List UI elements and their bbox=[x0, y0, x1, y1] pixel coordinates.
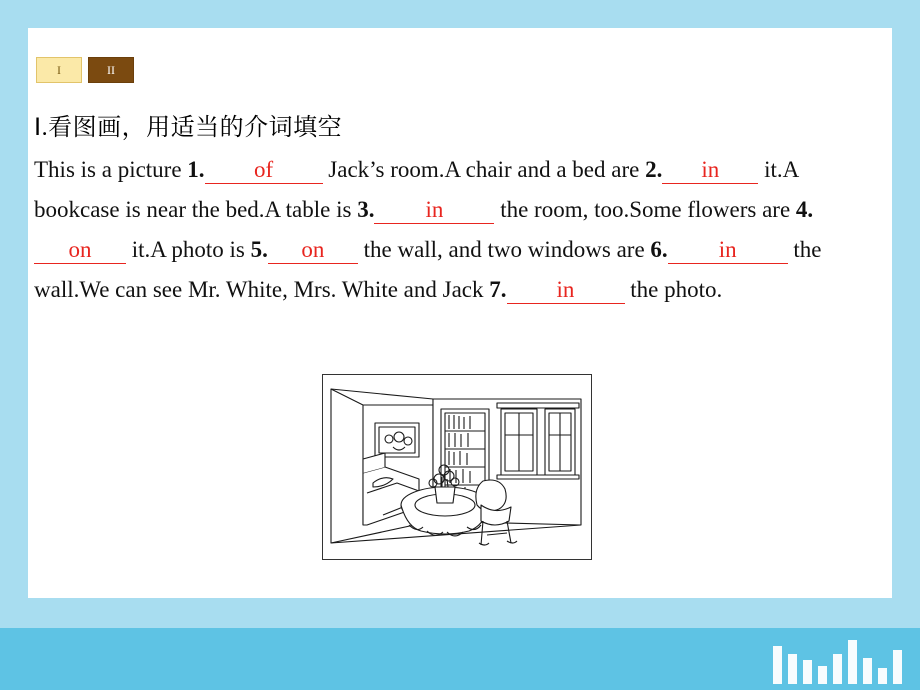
text-segment-3: it.A bookcase is near the bed.A table is bbox=[34, 157, 798, 222]
answer-blank-3[interactable]: in bbox=[374, 197, 494, 224]
text-segment-6: the wall, and two windows are bbox=[357, 237, 651, 262]
text-segment-8: the photo. bbox=[624, 277, 723, 302]
footer-bar bbox=[773, 646, 782, 684]
answer-blank-6[interactable]: in bbox=[668, 237, 788, 264]
answer-blank-2[interactable]: in bbox=[662, 157, 758, 184]
room-illustration-svg bbox=[323, 375, 591, 559]
tab-part-1[interactable] bbox=[36, 57, 82, 83]
item-number-4: 4. bbox=[795, 197, 814, 222]
footer-bar bbox=[878, 668, 887, 684]
exercise-paragraph bbox=[34, 150, 844, 310]
tab-part-2[interactable] bbox=[88, 57, 134, 83]
answer-blank-7[interactable]: in bbox=[507, 277, 625, 304]
item-number-5: 5. bbox=[250, 237, 268, 262]
item-number-6: 6. bbox=[650, 237, 668, 262]
answer-blank-4[interactable]: on bbox=[34, 237, 126, 264]
footer-bar bbox=[893, 650, 902, 684]
answer-blank-5[interactable]: on bbox=[268, 237, 358, 264]
text-segment-7: the wall.We can see Mr. White, Mrs. White and Jack bbox=[34, 237, 822, 302]
text-segment-1: This is a picture bbox=[34, 157, 188, 182]
page-title: Ⅰ.看图画，用适当的介词填空 bbox=[34, 115, 343, 141]
footer-bar-decoration bbox=[773, 632, 902, 684]
tab-part-1-label: I bbox=[57, 62, 61, 77]
footer-band bbox=[0, 628, 920, 690]
footer-bar bbox=[833, 654, 842, 684]
text-segment-5: it.A photo is bbox=[126, 237, 251, 262]
tab-part-2-label: II bbox=[107, 62, 115, 77]
footer-bar bbox=[848, 640, 857, 684]
footer-bar bbox=[803, 660, 812, 684]
item-number-3: 3. bbox=[357, 197, 375, 222]
item-number-7: 7. bbox=[489, 277, 507, 302]
footer-bar bbox=[818, 666, 827, 684]
room-illustration bbox=[322, 374, 592, 560]
footer-bar bbox=[863, 658, 872, 684]
answer-blank-1[interactable]: of bbox=[205, 157, 323, 184]
item-number-1: 1. bbox=[187, 157, 205, 182]
tab-bar bbox=[36, 57, 134, 83]
item-number-2: 2. bbox=[645, 157, 663, 182]
footer-bar bbox=[788, 654, 797, 684]
text-segment-4: the room, too.Some flowers are bbox=[494, 197, 796, 222]
text-segment-2: Jack’s room.A chair and a bed are bbox=[322, 157, 646, 182]
